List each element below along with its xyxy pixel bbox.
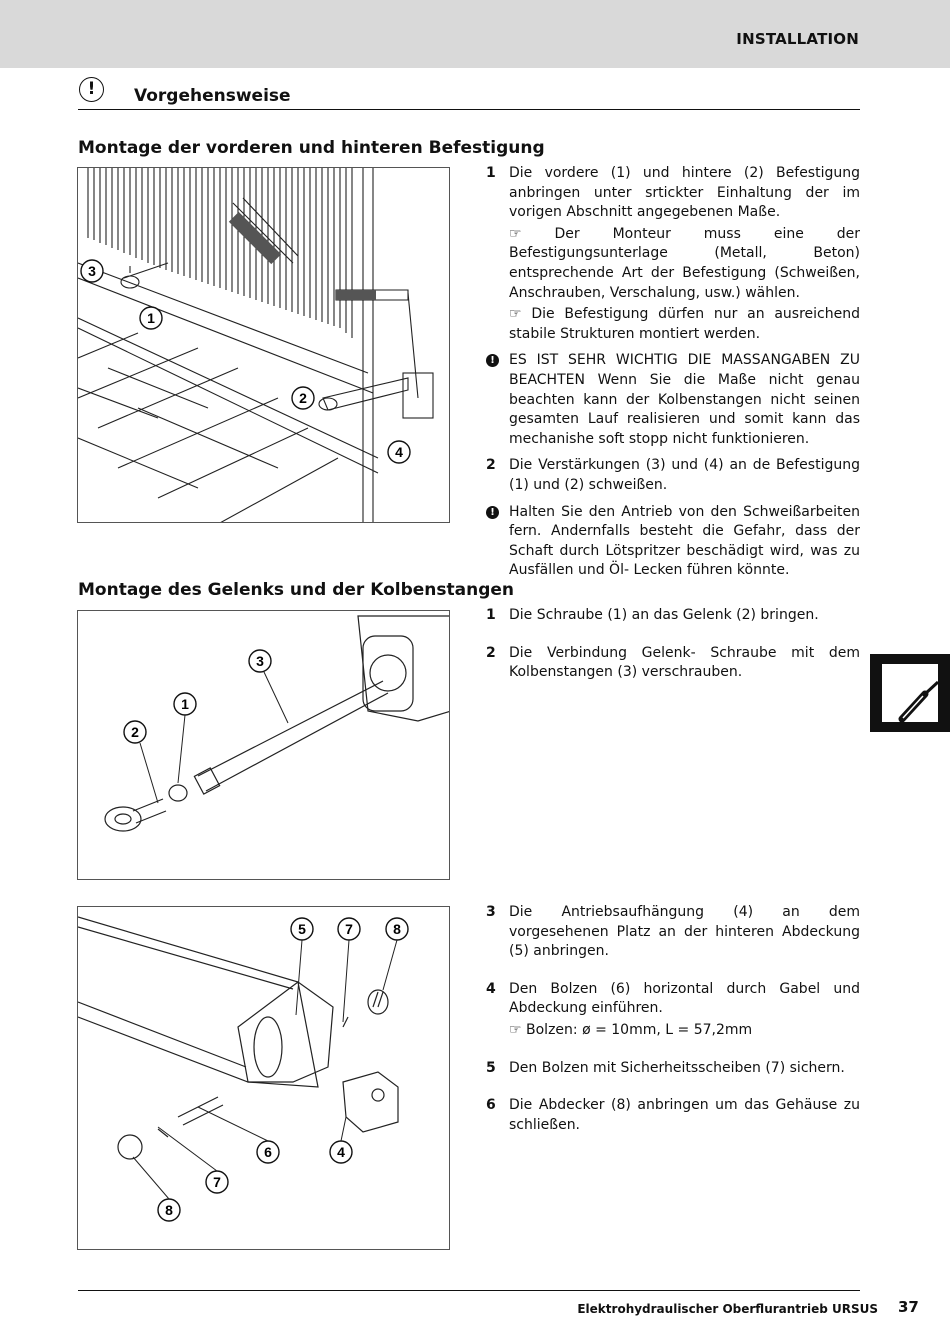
figure-joint-piston	[77, 610, 450, 880]
svg-text:4: 4	[395, 444, 403, 460]
svg-text:8: 8	[165, 1202, 173, 1218]
svg-text:8: 8	[393, 921, 401, 937]
warning-welding: ! Halten Sie den Antrieb von den Schweißarbeiten fern. Andernfalls besteht die Gefahr, dass der Schaft durch Lötspritzer beschädigt wird, was zu Ausfällen und Öl- Lecken führen könnte.	[486, 503, 860, 581]
procedure-title: Vorgehensweise	[134, 86, 291, 106]
header-title: INSTALLATION	[736, 30, 859, 48]
section2-text	[486, 606, 860, 683]
svg-text:3: 3	[88, 263, 96, 279]
exclamation-icon: !	[486, 506, 499, 519]
step-3-suspension: 3 Die Antriebsaufhängung (4) an dem vorgesehenen Platz an der hinteren Abdeckung (5) anbringen.	[486, 904, 860, 960]
section-title-front-rear-mount: Montage der vorderen und hinteren Befestigung	[78, 138, 545, 158]
step-2-reinforcements: 2 Die Verstärkungen (3) und (4) an de Befestigung (1) und (2) schweißen.	[486, 457, 860, 493]
pointing-hand-icon: ☞	[509, 1021, 522, 1038]
footer-divider	[78, 1290, 860, 1291]
svg-text:1: 1	[181, 696, 189, 712]
step-4-bolt: 4 Den Bolzen (6) horizontal durch Gabel und Abdeckung einführen.	[486, 980, 860, 1017]
svg-text:2: 2	[299, 390, 307, 406]
note-mounting-type: ☞ Der Monteur muss eine der Befestigungsunterlage (Metall, Beton) entsprechende Art der Befestigung (Schweißen, Anschrauben, Verschalung, usw.) wählen.	[509, 225, 861, 301]
svg-text:7: 7	[345, 921, 353, 937]
step-6-covers: 6 Die Abdecker (8) anbringen um das Gehäuse zu schließen.	[486, 1097, 860, 1133]
step-5-safety-washers: 5 Den Bolzen mit Sicherheitsscheiben (7) sichern.	[486, 1059, 845, 1076]
svg-text:7: 7	[213, 1174, 221, 1190]
section-title-joint-piston: Montage des Gelenks und der Kolbenstangen	[78, 580, 515, 600]
svg-text:6: 6	[264, 1144, 272, 1160]
warning-circle-icon: !	[79, 77, 104, 102]
exclamation-icon: !	[486, 354, 499, 367]
procedure-divider	[78, 109, 860, 110]
figure-drive-suspension	[77, 906, 450, 1250]
step-1-front-rear: 1 Die vordere (1) und hintere (2) Befestigung anbringen unter srtickter Einhaltung der im vorigen Abschnitt angegebenen Maße.	[486, 165, 860, 221]
warning-dimensions: ! ES IST SEHR WICHTIG DIE MASSANGABEN ZU BEACHTEN Wenn Sie die Maße nicht genau beachten kann der Kolbenstangen nicht seinen gesamten Lauf realisieren und somit kann das mechanishe soft stopp nicht funktionieren.	[486, 351, 860, 449]
section3-text	[486, 903, 860, 1135]
installation-tab-marker	[870, 654, 950, 732]
svg-text:2: 2	[131, 724, 139, 740]
section1-text	[486, 164, 860, 581]
figure-front-rear-mount	[77, 167, 450, 523]
pointing-hand-icon: ☞	[509, 225, 522, 242]
svg-text:4: 4	[337, 1144, 345, 1160]
svg-text:1: 1	[147, 310, 155, 326]
step-1-screw-joint: 1 Die Schraube (1) an das Gelenk (2) bringen.	[486, 607, 819, 623]
note-stable-structure: ☞ Die Befestigung dürfen nur an ausreichend stabile Strukturen montiert werden.	[509, 306, 860, 342]
step-2-screw-piston: 2 Die Verbindung Gelenk- Schraube mit dem Kolbenstangen (3) verschrauben.	[486, 644, 860, 681]
page-number: 37	[898, 1298, 919, 1316]
footer-title: Elektrohydraulischer Oberflurantrieb URSUS	[577, 1302, 878, 1316]
note-bolt-size: ☞ Bolzen: ø = 10mm, L = 57,2mm	[509, 1021, 753, 1038]
svg-text:3: 3	[256, 653, 264, 669]
svg-text:5: 5	[298, 921, 306, 937]
pointing-hand-icon: ☞	[509, 306, 522, 323]
